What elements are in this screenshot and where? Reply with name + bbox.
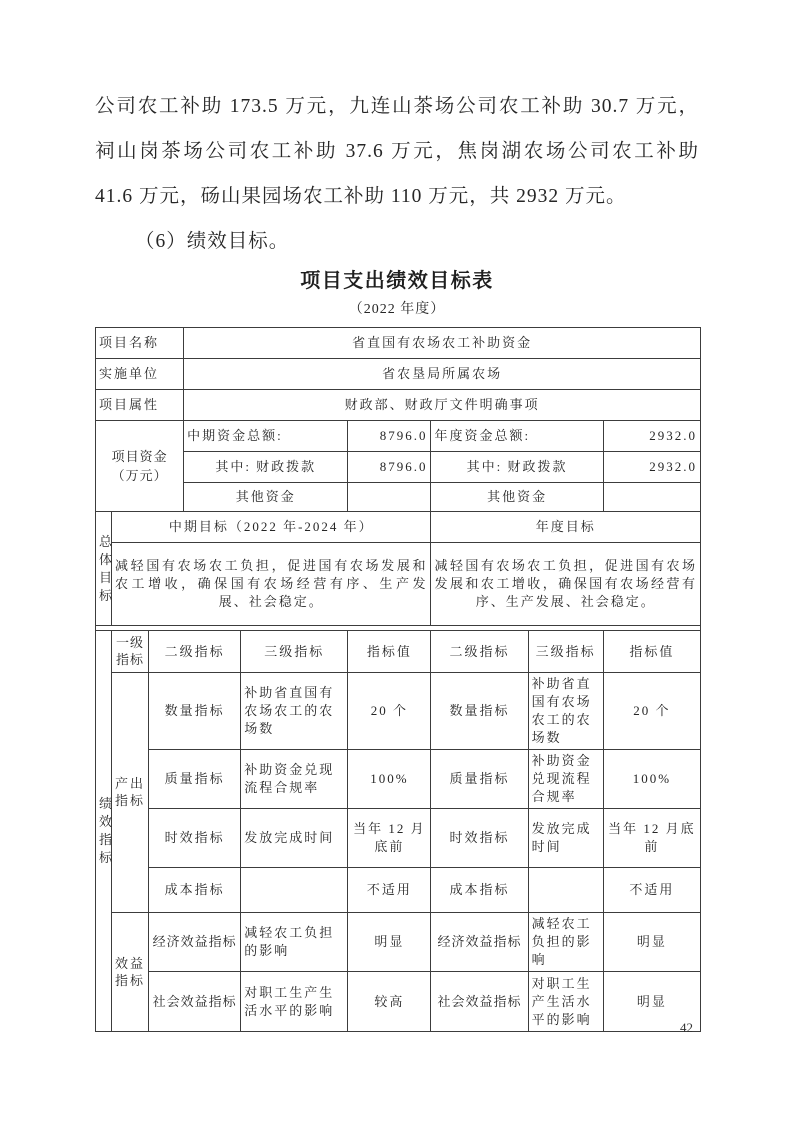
- year-fiscal-label: 其中: 财政拨款: [431, 452, 603, 483]
- mid-goal-header: 中期目标（2022 年-2024 年）: [112, 512, 431, 543]
- value-cell: 20 个: [348, 673, 431, 750]
- indicator-row: [96, 913, 701, 972]
- level2-cell: 成本指标: [431, 868, 528, 913]
- benefit-indicator-group: 效益指标: [112, 913, 149, 1032]
- overall-goal-vertical-label: 总体目标: [96, 512, 112, 626]
- implement-unit-label: 实施单位: [96, 359, 184, 390]
- level2-cell: 质量指标: [149, 750, 241, 809]
- mid-other-label: 其他资金: [184, 483, 348, 512]
- value-cell: 100%: [348, 750, 431, 809]
- mid-total-label: 中期资金总额:: [184, 421, 348, 452]
- mid-fiscal-value: 8796.0: [348, 452, 431, 483]
- level2-cell: 数量指标: [149, 673, 241, 750]
- value-cell: 不适用: [603, 868, 700, 913]
- level2-cell: 数量指标: [431, 673, 528, 750]
- page-content: [95, 0, 699, 1032]
- project-funds-label-line2: （万元）: [111, 468, 168, 483]
- level2-cell: 时效指标: [431, 809, 528, 868]
- table-row: [96, 359, 701, 390]
- level3-cell: 对职工生产生活水平的影响: [241, 972, 348, 1032]
- year-total-label: 年度资金总额:: [431, 421, 603, 452]
- value-cell: 明显: [603, 913, 700, 972]
- value-cell: 不适用: [348, 868, 431, 913]
- implement-unit-value: 省农垦局所属农场: [184, 359, 701, 390]
- body-line: 祠山岗茶场公司农工补助 37.6 万元，焦岗湖农场公司农工补助: [95, 141, 699, 162]
- level3-cell: 发放完成时间: [528, 809, 603, 868]
- indicator-row: [96, 868, 701, 913]
- level2-cell: 社会效益指标: [149, 972, 241, 1032]
- level3-cell: 补助资金兑现流程合规率: [528, 750, 603, 809]
- table-row: [96, 452, 701, 483]
- indicator-row: [96, 972, 701, 1032]
- value-cell: 当年 12 月底前: [348, 809, 431, 868]
- level3-cell: [241, 868, 348, 913]
- mid-other-value: [348, 483, 431, 512]
- table-row: [96, 390, 701, 421]
- page-number: 42: [680, 1020, 693, 1035]
- level2-cell: 成本指标: [149, 868, 241, 913]
- body-line: 公司农工补助 173.5 万元，九连山茶场公司农工补助 30.7 万元，: [95, 96, 699, 117]
- project-funds-label: [96, 421, 184, 512]
- table-row: [96, 512, 701, 543]
- level3-cell: 减轻农工负担的影响: [528, 913, 603, 972]
- header-level3-right: 三级指标: [528, 631, 603, 673]
- level2-cell: 经济效益指标: [149, 913, 241, 972]
- value-cell: 明显: [348, 913, 431, 972]
- level3-cell: [528, 868, 603, 913]
- level3-cell: 补助省直国有农场农工的农场数: [528, 673, 603, 750]
- year-other-value: [603, 483, 700, 512]
- header-level3-left: 三级指标: [241, 631, 348, 673]
- year-total-value: 2932.0: [603, 421, 700, 452]
- year-other-label: 其他资金: [431, 483, 603, 512]
- performance-target-table: [95, 327, 701, 1032]
- level2-cell: 经济效益指标: [431, 913, 528, 972]
- value-cell: 较高: [348, 972, 431, 1032]
- level3-cell: 减轻农工负担的影响: [241, 913, 348, 972]
- mid-total-value: 8796.0: [348, 421, 431, 452]
- year-goal-header: 年度目标: [431, 512, 701, 543]
- project-name-label: 项目名称: [96, 328, 184, 359]
- level3-cell: 补助资金兑现流程合规率: [241, 750, 348, 809]
- year-fiscal-value: 2932.0: [603, 452, 700, 483]
- indicator-row: [96, 809, 701, 868]
- header-value-left: 指标值: [348, 631, 431, 673]
- project-name-value: 省直国有农场农工补助资金: [184, 328, 701, 359]
- level3-cell: 补助省直国有农场农工的农场数: [241, 673, 348, 750]
- table-title: 项目支出绩效目标表: [300, 270, 494, 292]
- value-cell: 100%: [603, 750, 700, 809]
- indicator-row: [96, 750, 701, 809]
- table-row: [96, 421, 701, 452]
- header-value-right: 指标值: [603, 631, 700, 673]
- list-item-6: （6）绩效目标。: [135, 231, 290, 252]
- table-row: [96, 543, 701, 626]
- mid-goal-text: 减轻国有农场农工负担，促进国有农场发展和农工增收，确保国有农场经营有序、生产发展、社会稳定。: [112, 543, 431, 626]
- project-funds-label-line1: 项目资金: [111, 449, 168, 464]
- body-paragraph: [95, 84, 699, 219]
- level3-cell: 发放完成时间: [241, 809, 348, 868]
- table-row: [96, 483, 701, 512]
- year-goal-text: 减轻国有农场农工负担，促进国有农场发展和农工增收，确保国有农场经营有序、生产发展、社会稳定。: [431, 543, 701, 626]
- performance-vertical-label: 绩效指标: [96, 631, 112, 1032]
- value-cell: 20 个: [603, 673, 700, 750]
- header-level1: 一级指标: [112, 631, 149, 673]
- table-row: [96, 631, 701, 673]
- output-indicator-group: 产出指标: [112, 673, 149, 913]
- table-subtitle: （2022 年度）: [348, 302, 446, 317]
- value-cell: 当年 12 月底前: [603, 809, 700, 868]
- level2-cell: 时效指标: [149, 809, 241, 868]
- table-row: [96, 328, 701, 359]
- indicator-row: [96, 673, 701, 750]
- value-cell: 明显: [603, 972, 700, 1032]
- mid-fiscal-label: 其中: 财政拨款: [184, 452, 348, 483]
- header-level2-right: 二级指标: [431, 631, 528, 673]
- level3-cell: 对职工生产生活水平的影响: [528, 972, 603, 1032]
- project-attr-label: 项目属性: [96, 390, 184, 421]
- level2-cell: 质量指标: [431, 750, 528, 809]
- project-attr-value: 财政部、财政厅文件明确事项: [184, 390, 701, 421]
- level2-cell: 社会效益指标: [431, 972, 528, 1032]
- header-level2-left: 二级指标: [149, 631, 241, 673]
- body-line: 41.6 万元，砀山果园场农工补助 110 万元，共 2932 万元。: [95, 186, 627, 207]
